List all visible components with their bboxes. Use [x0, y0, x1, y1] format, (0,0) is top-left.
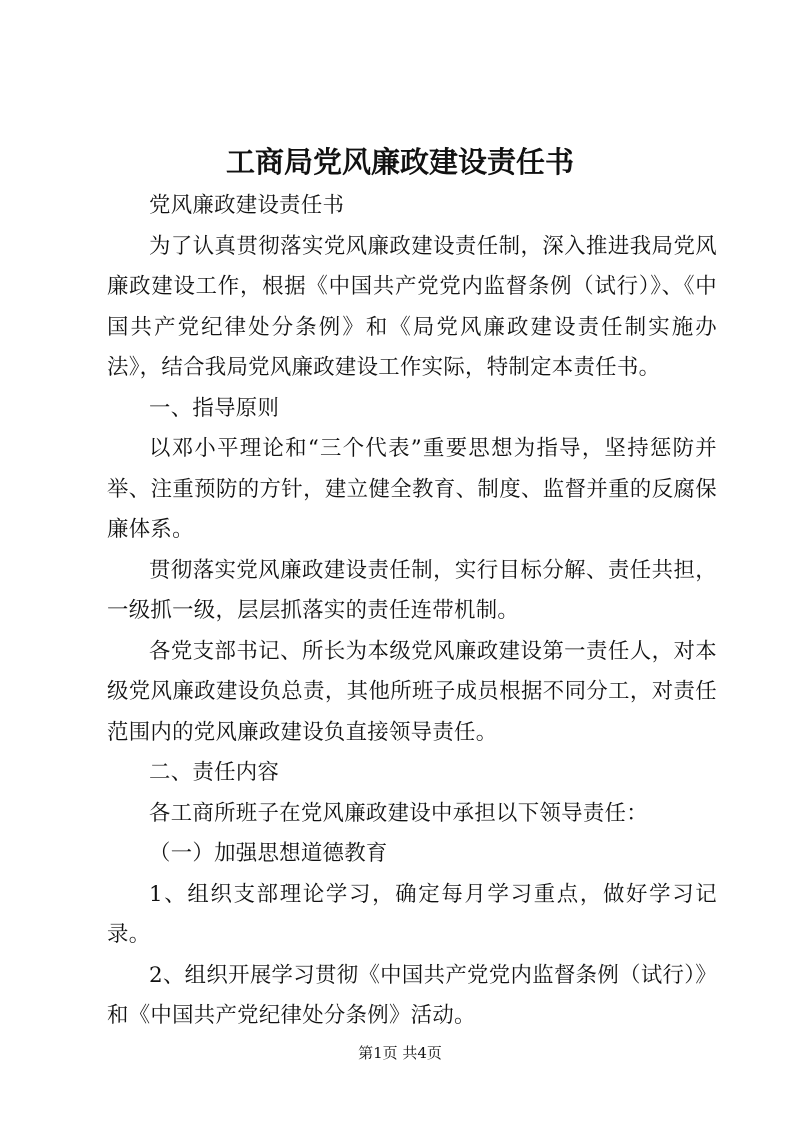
paragraph-intro: 为了认真贯彻落实党风廉政建设责任制，深入推进我局党风廉政建设工作，根据《中国共产党党内监督条例（试行）》、《中国共产党纪律处分条例》和《局党风廉政建设责任制实施办法》，结合我局党风廉政建设工作实际，特制定本责任书。: [107, 233, 717, 380]
paragraph: 各党支部书记、所长为本级党风廉政建设第一责任人，对本级党风廉政建设负总责，其他所班子成员根据不同分工，对责任范围内的党风廉政建设负直接领导责任。: [107, 638, 717, 745]
document-title: 工商局党风廉政建设责任书: [225, 145, 574, 179]
list-item: 1、组织支部理论学习，确定每月学习重点，做好学习记录。: [107, 881, 717, 947]
paragraph-subtitle: 党风廉政建设责任书: [149, 193, 345, 218]
paragraph: 贯彻落实党风廉政建设责任制，实行目标分解、责任共担，一级抓一级，层层抓落实的责任连带机制。: [107, 557, 717, 623]
document-body: [107, 186, 717, 1037]
subsection-heading: （一）加强思想道德教育: [149, 841, 388, 866]
list-item: 2、组织开展学习贯彻《中国共产党党内监督条例（试行）》和《中国共产党纪律处分条例》活动。: [107, 962, 717, 1028]
page-number: 第1页 共4页: [358, 1044, 442, 1062]
section-heading-responsibilities: 二、责任内容: [149, 760, 280, 785]
section-heading-guiding-principle: 一、指导原则: [149, 395, 280, 421]
paragraph: 以邓小平理论和“三个代表”重要思想为指导，坚持惩防并举、注重预防的方针，建立健全教育、制度、监督并重的反腐保廉体系。: [107, 436, 717, 542]
paragraph: 各工商所班子在党风廉政建设中承担以下领导责任：: [149, 800, 648, 826]
